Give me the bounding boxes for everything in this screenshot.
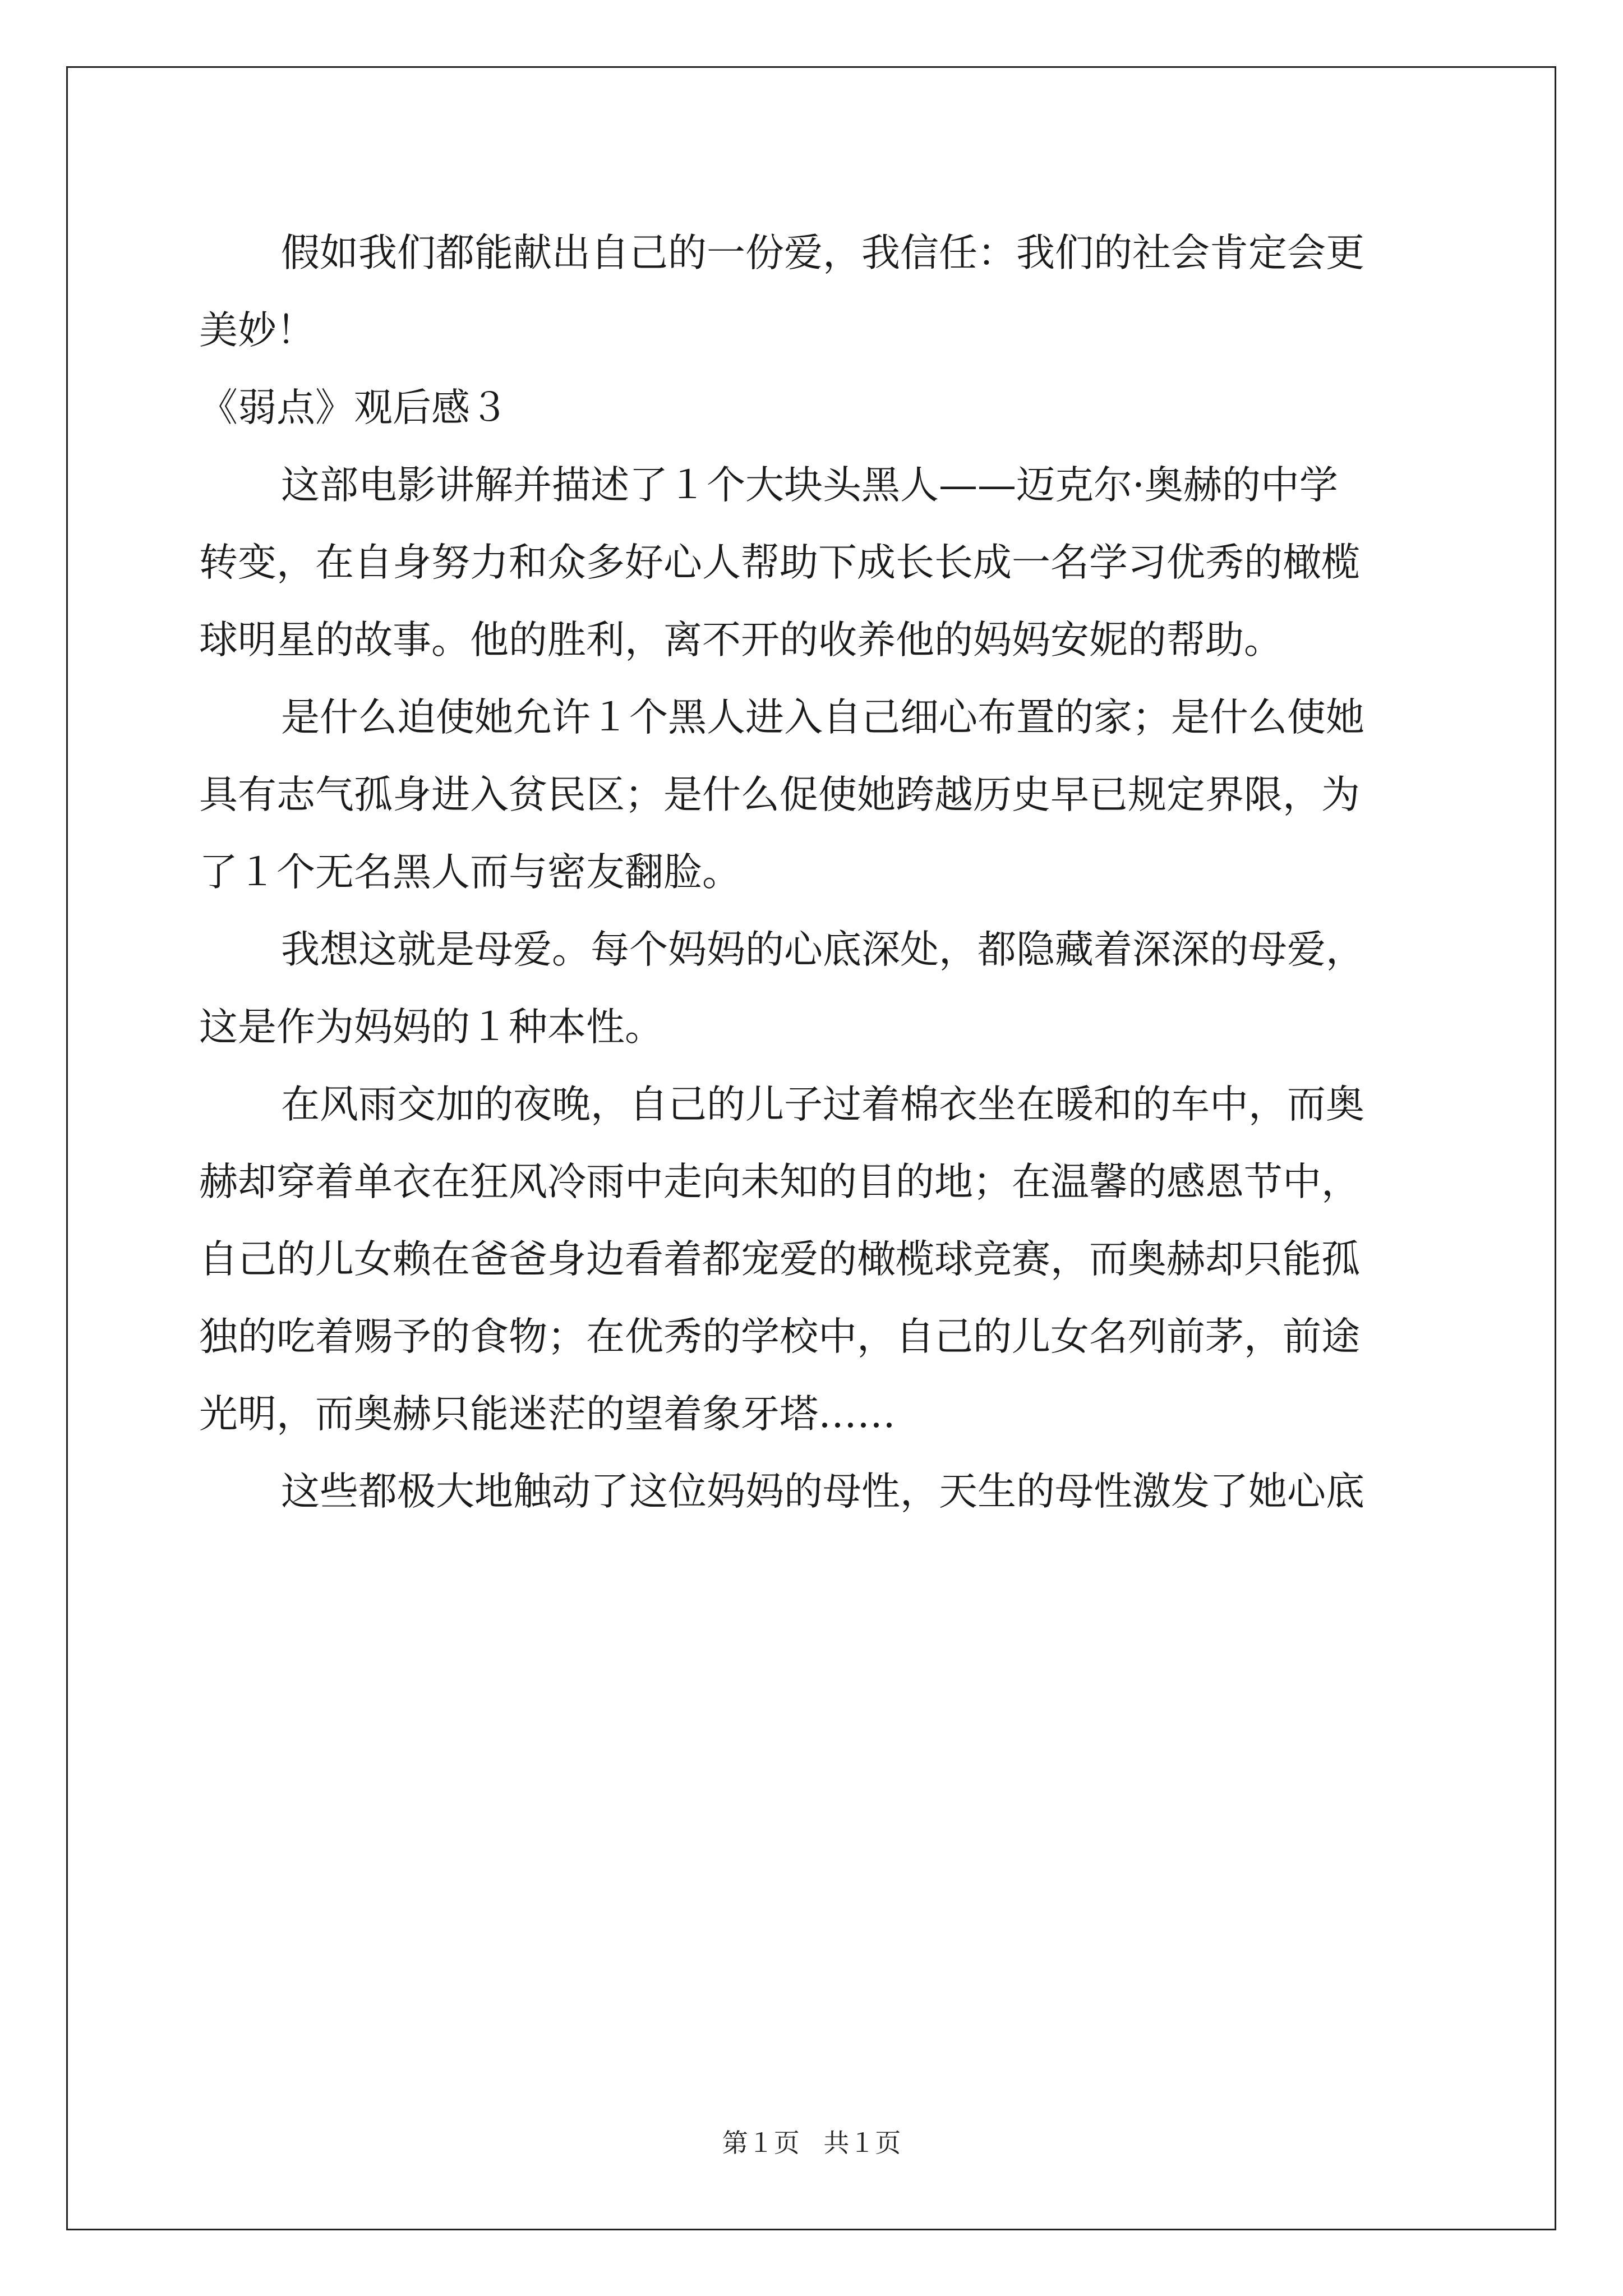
paragraph-line: 赫却穿着单衣在狂风冷雨中走向未知的目的地；在温馨的感恩节中， [199,1159,1360,1204]
paragraph-line: 具有志气孤身进入贫民区；是什么促使她跨越历史早已规定界限，为 [199,772,1360,817]
paragraph-line: 球明星的故事。他的胜利，离不开的收养他的妈妈安妮的帮助。 [199,618,1283,662]
paragraph-line: 是什么迫使她允许１个黑人进入自己细心布置的家；是什么使她 [281,695,1364,740]
page-number: 第１页 [722,2128,800,2158]
paragraph-line: 在风雨交加的夜晚，自己的儿子过着棉衣坐在暖和的车中，而奥 [281,1082,1364,1127]
document-body [199,214,1427,1530]
paragraph-line: 美妙！ [199,308,315,353]
section-heading [199,369,1427,447]
paragraph-line: 假如我们都能献出自己的一份爱，我信任：我们的社会肯定会更 [281,231,1364,275]
paragraph-3 [199,679,1427,911]
paragraph-line: 这部电影讲解并描述了１个大块头黑人——迈克尔·奥赫的中学 [281,463,1338,508]
page-total: 共１页 [823,2128,901,2158]
paragraph-6 [199,1453,1427,1530]
paragraph-line: 我想这就是母爱。每个妈妈的心底深处，都隐藏着深深的母爱， [281,927,1364,972]
paragraph-line: 独的吃着赐予的食物；在优秀的学校中，自己的儿女名列前茅，前途 [199,1314,1360,1359]
paragraph-1 [199,214,1427,369]
paragraph-line: 光明，而奥赫只能迷茫的望着象牙塔…… [199,1392,896,1437]
paragraph-5 [199,1066,1427,1453]
paragraph-line: 转变，在自身努力和众多好心人帮助下成长长成一名学习优秀的橄榄 [199,540,1360,585]
paragraph-line: 这些都极大地触动了这位妈妈的母性，天生的母性激发了她心底 [281,1469,1364,1514]
paragraph-line: 了１个无名黑人而与密友翻脸。 [199,850,741,895]
heading-text: 《弱点》观后感３ [199,385,509,430]
page-footer [0,2126,1623,2160]
paragraph-4 [199,911,1427,1066]
paragraph-line: 自己的儿女赖在爸爸身边看着都宠爱的橄榄球竞赛，而奥赫却只能孤 [199,1237,1360,1282]
paragraph-2 [199,447,1427,679]
paragraph-line: 这是作为妈妈的１种本性。 [199,1005,663,1050]
